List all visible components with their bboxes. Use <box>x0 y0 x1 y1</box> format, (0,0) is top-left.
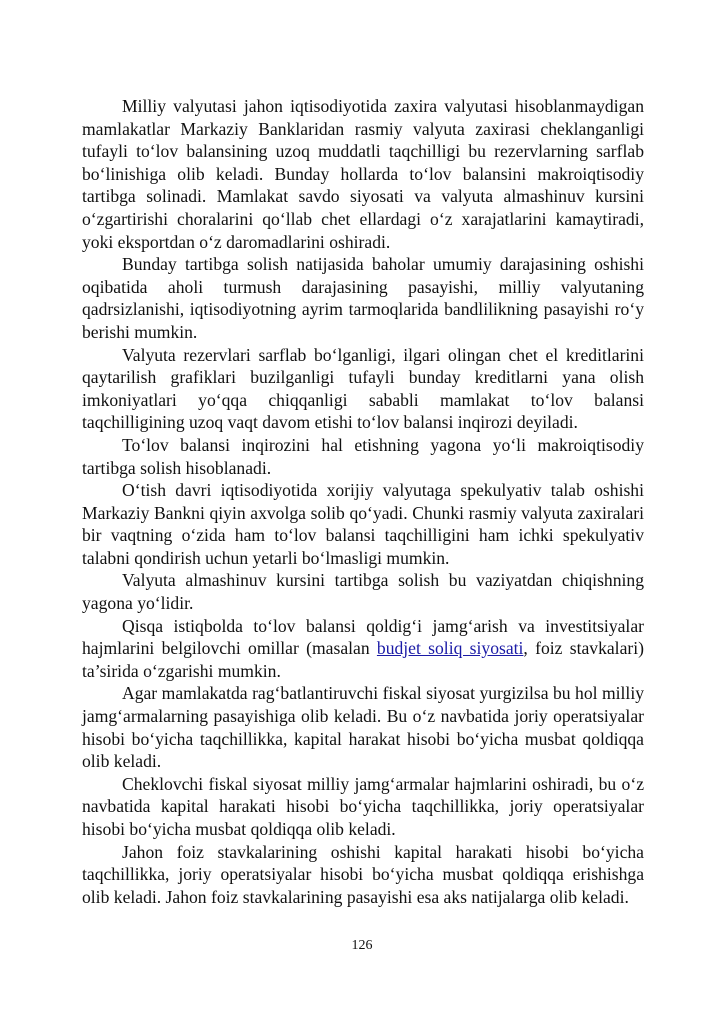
paragraph-5: O‘tish davri iqtisodiyotida xorijiy valyutaga spekulyativ talab oshishi Markaziy Bankni qiyin axvolga solib qo‘yadi. Chunki rasmiy valyuta zaxiralari bir vaqtning o‘zida ham to‘lov balansi taqchilligini ham ichki spekulyativ talabni qondirish uchun yetarli bo‘lmasligi mumkin. <box>82 480 644 568</box>
paragraph-2: Bunday tartibga solish natijasida baholar umumiy darajasining oshishi oqibatida aholi turmush darajasining pasayishi, milliy valyutaning qadrsizlanishi, iqtisodiyotning ayrim tarmoqlarida bandlilikning pasayishi ro‘y berishi mumkin. <box>82 254 644 342</box>
paragraph-10: Jahon foiz stavkalarining oshishi kapital harakati hisobi bo‘yicha taqchillikka, joriy operatsiyalar hisobi bo‘yicha musbat qoldiqqa erishishga olib keladi. Jahon foiz stavkalarining pasayishi esa aks natijalarga olib keladi. <box>82 841 644 907</box>
paragraph-6: Valyuta almashinuv kursini tartibga solish bu vaziyatdan chiqishning yagona yo‘lidir. <box>82 570 644 614</box>
budjet-soliq-siyosati-link[interactable]: budjet soliq siyosati <box>376 638 524 659</box>
paragraph-8: Agar mamlakatda rag‘batlantiruvchi fiskal siyosat yurgizilsa bu hol milliy jamg‘armalarning pasayishiga olib keladi. Bu o‘z navbatida joriy operatsiyalar hisobi bo‘yicha taqchillikka, kapital harakat hisobi bo‘yicha musbat qoldiqqa olib keladi. <box>82 683 644 772</box>
paragraph-9: Cheklovchi fiskal siyosat milliy jamg‘armalar hajmlarini oshiradi, bu o‘z navbatida kapital harakati hisobi bo‘yicha taqchillikka, joriy operatsiyalar hisobi bo‘yicha musbat qoldiqqa olib keladi. <box>82 773 644 839</box>
body-text <box>82 95 644 908</box>
paragraph-3: Valyuta rezervlari sarflab bo‘lganligi, ilgari olingan chet el kreditlarini qaytarilish grafiklari buzilganligi tufayli bunday kreditlarni yana olish imkoniyatlari yo‘qqa chiqqanligi sababli mamlakat to‘lov balansi taqchilligining uzoq vaqt davom etishi to‘lov balansi inqirozi deyiladi. <box>82 344 644 433</box>
paragraph-1: Milliy valyutasi jahon iqtisodiyotida zaxira valyutasi hisoblanmaydigan mamlakatlar Markaziy Banklaridan rasmiy valyuta zaxirasi cheklanganligi tufayli to‘lov balansining uzoq muddatli taqchilligi bu rezervlarning sarflab bo‘linishiga olib keladi. Bunday hollarda to‘lov balansini makroiqtisodiy tartibga solinadi. Mamlakat savdo siyosati va valyuta almashinuv kursini o‘zgartirishi choralarini qo‘llab chet ellardagi o‘z xarajatlarini kamaytiradi, yoki eksportdan o‘z daromadlarini oshiradi. <box>82 96 644 252</box>
paragraph-7-before: Qisqa istiqbolda to‘lov balansi qoldig‘i jamg‘arish va investitsiyalar hajmlarini belgilovchi omillar (masalan <box>82 615 644 659</box>
page-number: 126 <box>351 938 373 953</box>
paragraph-7 <box>82 615 644 683</box>
paragraph-7-after: , foiz stavkalari) ta’sirida o‘zgarishi mumkin. <box>82 638 644 681</box>
paragraph-4: To‘lov balansi inqirozini hal etishning yagona yo‘li makroiqtisodiy tartibga solish hisoblanadi. <box>82 434 644 478</box>
